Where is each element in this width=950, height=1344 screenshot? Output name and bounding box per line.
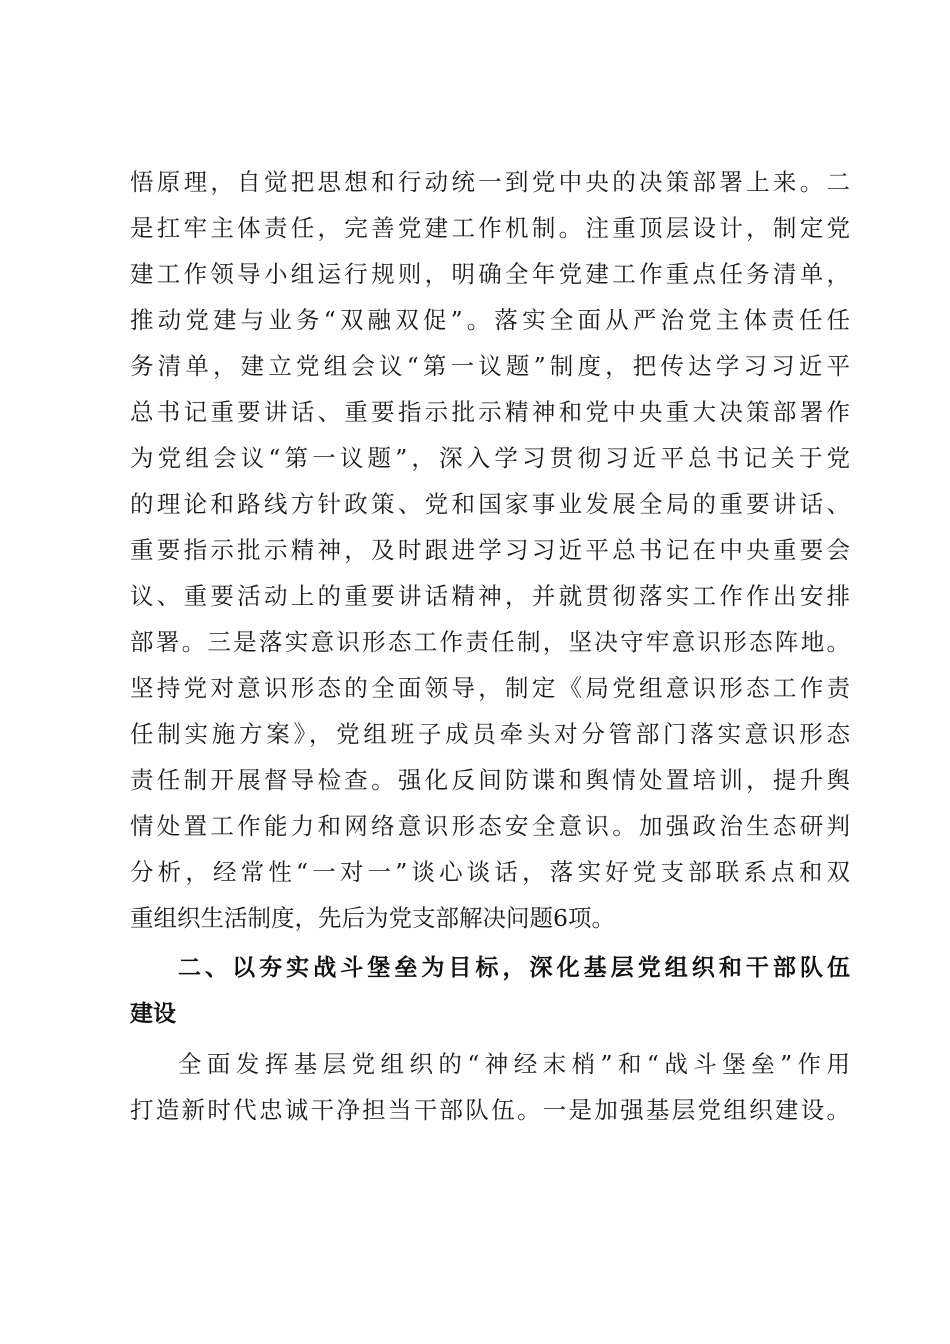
body-text-line: 部署。三是落实意识形态工作责任制，坚决守牢意识形态阵地。 xyxy=(130,628,850,656)
body-text-line: 为党组会议“第一议题”，深入学习贯彻习近平总书记关于党 xyxy=(130,444,850,472)
body-text-line: 务清单，建立党组会议“第一议题”制度，把传达学习习近平 xyxy=(130,352,850,380)
body-text-line: 悟原理，自觉把思想和行动统一到党中央的决策部署上来。二 xyxy=(130,168,850,196)
body-text-line: 是扛牢主体责任，完善党建工作机制。注重顶层设计，制定党 xyxy=(130,214,850,242)
body-text-line: 分析，经常性“一对一”谈心谈话，落实好党支部联系点和双 xyxy=(130,858,850,886)
body-text-line: 议、重要活动上的重要讲话精神，并就贯彻落实工作作出安排 xyxy=(130,582,850,610)
body-text-line: 的理论和路线方针政策、党和国家事业发展全局的重要讲话、 xyxy=(130,490,850,518)
paragraph-first-line: 全面发挥基层党组织的“神经末梢”和“战斗堡垒”作用 xyxy=(178,1050,850,1078)
body-text-line: 总书记重要讲话、重要指示批示精神和党中央重大决策部署作 xyxy=(130,398,850,426)
body-text-line: 重组织生活制度，先后为党支部解决问题6项。 xyxy=(130,904,615,932)
body-text-line: 打造新时代忠诚干净担当干部队伍。一是加强基层党组织建设。 xyxy=(130,1096,850,1124)
body-text-line: 重要指示批示精神，及时跟进学习习近平总书记在中央重要会 xyxy=(130,536,850,564)
body-text-line: 坚持党对意识形态的全面领导，制定《局党组意识形态工作责 xyxy=(130,674,850,702)
body-text-line: 建工作领导小组运行规则，明确全年党建工作重点任务清单， xyxy=(130,260,850,288)
body-text-line: 情处置工作能力和网络意识形态安全意识。加强政治生态研判 xyxy=(130,812,850,840)
body-text-line: 责任制开展督导检查。强化反间防谍和舆情处置培训，提升舆 xyxy=(130,766,850,794)
section-heading-continuation: 建设 xyxy=(130,1001,176,1027)
body-text-line: 推动党建与业务“双融双促”。落实全面从严治党主体责任任 xyxy=(130,306,850,334)
section-heading: 二、以夯实战斗堡垒为目标，深化基层党组织和干部队伍 xyxy=(178,955,850,981)
body-text-line: 任制实施方案》，党组班子成员牵头对分管部门落实意识形态 xyxy=(130,720,850,748)
